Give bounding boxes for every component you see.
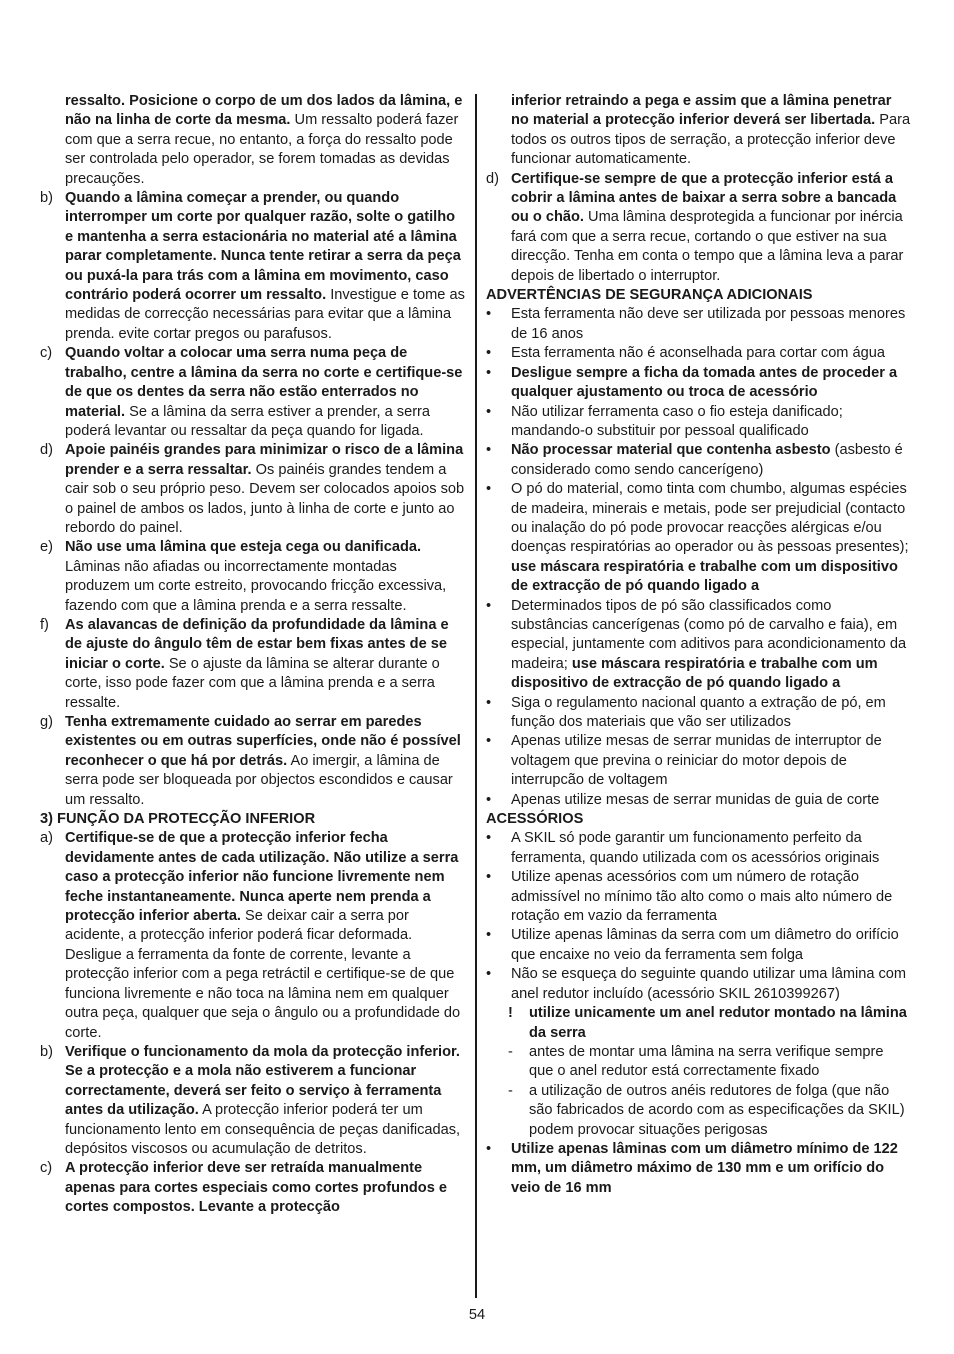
bold-text: Certifique-se de que a protecção inferior fecha devidamente antes de cada utilização. Não utilize a serra caso a protecção inferior não funcione livremente nem feche instantaneamente. Nunca aperte nem prenda a protecção inferior aberta. [65, 830, 459, 925]
body-text: Apenas utilize mesas de serrar munidas de interruptor de voltagem que previna o reiniciar do motor depois de interrupcão de voltagem [511, 733, 882, 789]
column-divider [475, 94, 477, 1298]
list-item [40, 189, 465, 344]
list-item [40, 1043, 465, 1159]
bold-text: utilize unicamente um anel redutor montado na lâmina da serra [529, 1005, 907, 1041]
list-item [40, 538, 465, 616]
list-marker: • [486, 869, 492, 886]
list-marker: g) [40, 714, 53, 730]
list-item [486, 441, 911, 480]
list-item [486, 170, 911, 286]
list-marker: • [486, 694, 492, 711]
body-text: Determinados tipos de pó são classificados como substâncias cancerígenas (como pó de carvalho e faia), em especial, juntamente com aditivos para acondicionamento da madeira; [511, 597, 907, 672]
list-marker: c) [40, 345, 53, 362]
body-text: Investigue e tome as medidas de correcção necessárias para evitar que a lâmina prenda. evite cortar pregos ou parafusos. [65, 287, 465, 342]
list-marker: d) [40, 442, 53, 459]
list-item [40, 713, 465, 810]
bold-text: use máscara respiratória e trabalhe com um dispositivo de extracção de pó quando ligado a [511, 655, 878, 692]
body-text: Não se esqueça do seguinte quando utilizar uma lâmina com anel redutor incluído (acessório SKIL 2610399267) [511, 966, 907, 1002]
list-marker: • [486, 364, 492, 381]
sub-list-item [486, 1043, 911, 1082]
body-text: A protecção inferior poderá ter um funcionamento lento em consequência de peças danificadas, depósitos viscosos ou acumulação de detritos. [65, 1102, 461, 1157]
bold-text: Verifique o funcionamento da mola da protecção inferior. Se a protecção e a mola não estiverem a funcionar correctamente, deverá ser feito o serviço à ferramenta antes da utilização. [65, 1043, 460, 1119]
bold-text: Tenha extremamente cuidado ao serrar em paredes existentes ou em outras superfícies, onde não é possível reconhecer o que há por detrás. [65, 714, 461, 769]
sub-list-item [486, 1004, 911, 1043]
body-text: Um ressalto poderá fazer com que a serra recue, no entanto, a força do ressalto pode ser controlada pelo operador, se forem tomadas as devidas precauções. [65, 112, 459, 187]
paragraph [486, 92, 911, 170]
bold-text: 3) FUNÇÃO DA PROTECÇÃO INFERIOR [40, 811, 316, 828]
bold-text: Desligue sempre a ficha da tomada antes de proceder a qualquer ajustamento ou troca de acessório [511, 364, 898, 401]
body-text: O pó do material, como tinta com chumbo, algumas espécies de madeira, minerais e metais, pode ser prejudicial (contacto ou inalação do pó pode provocar reacções alérgicas e/ou doenças respiratórias ao operador ou às pessoas presentes); [511, 481, 909, 556]
bold-text: Utilize apenas lâminas com um diâmetro mínimo de 122 mm, um diâmetro máximo de 130 mm e um orifício do veio de 16 mm [511, 1140, 898, 1196]
sub-list-item [486, 1082, 911, 1140]
body-text: Utilize apenas lâminas da serra com um diâmetro do orifício que encaixe no veio da ferramenta sem folga [511, 927, 899, 963]
bold-text: use máscara respiratória e trabalhe com um dispositivo de extracção de pó quando ligado a [511, 558, 898, 595]
left-column [40, 92, 465, 1218]
list-marker: - [508, 1043, 513, 1060]
list-marker: b) [40, 1043, 53, 1060]
list-marker: • [486, 1140, 492, 1157]
list-marker: • [486, 733, 492, 750]
list-item [486, 403, 911, 442]
body-text: Utilize apenas acessórios com um número de rotação admissível no mínimo tão alto como o mais alto número de rotação em vazio da ferramenta [511, 869, 893, 925]
list-item [486, 364, 911, 403]
list-item [486, 732, 911, 790]
list-marker: • [486, 306, 492, 323]
list-item [486, 1140, 911, 1198]
list-item [486, 480, 911, 596]
body-text: Os painéis grandes tendem a cair sob o seu próprio peso. Devem ser colocados apoios sob o painel de ambos os lados, junto à linha de corte e junto ao rebordo do painel. [65, 461, 465, 536]
bold-text: Não use uma lâmina que esteja cega ou danificada. [65, 539, 422, 556]
body-text: antes de montar uma lâmina na serra verifique sempre que o anel redutor está correctamente fixado [529, 1043, 884, 1080]
bold-text: inferior retraindo a pega e assim que a lâmina penetrar no material a protecção inferior deverá ser libertada. [511, 93, 892, 129]
list-item [486, 965, 911, 1004]
list-item [40, 441, 465, 538]
list-item [486, 868, 911, 926]
section-heading [40, 810, 465, 829]
paragraph [40, 92, 465, 189]
bold-text: Quando a lâmina começar a prender, ou quando interromper um corte por qualquer razão, solte o gatilho e mantenha a serra estacionária no material até a lâmina parar completamente. Nunca tente retirar a serra da peça ou puxá-la para trás com a lâmina em movimento, caso contrário poderá ocorrer um ressalto. [65, 190, 461, 304]
list-marker: • [486, 442, 492, 459]
body-text: Lâminas não afiadas ou incorrectamente montadas produzem um corte estreito, provocando fricção excessiva, fazendo com que a lâmina prenda e a serra ressalte. [65, 558, 447, 614]
body-text: Siga o regulamento nacional quanto a extração de pó, em função dos materiais que vão ser utilizados [511, 694, 886, 730]
bold-text: ACESSÓRIOS [486, 811, 584, 828]
list-item [40, 1159, 465, 1217]
body-text: Uma lâmina desprotegida a funcionar por inércia fará com que a serra recue, cortando o que estiver na sua direcção. Tenha em conta o tempo que a lâmina leva a parar depois de libertado o interruptor. [511, 209, 904, 284]
section-heading [486, 810, 911, 829]
list-marker: • [486, 345, 492, 362]
body-text: Para todos os outros tipos de serração, a protecção inferior deve funcionar automaticamente. [511, 112, 911, 168]
page-number: 54 [468, 1307, 486, 1323]
list-marker: ! [508, 1005, 513, 1022]
body-text: Se o ajuste da lâmina se alterar durante o corte, isso pode fazer com que a lâmina prenda e a serra ressalte. [65, 655, 440, 711]
body-text: Se deixar cair a serra por acidente, a protecção inferior poderá ficar deformada. Desligue a ferramenta da fonte de corrente, levante a protecção inferior com a pega retráctil e certifique-se de que funciona livremente e não toca na lâmina nem em qualquer outra peça, qualquer que seja o ângulo ou a profundidade do corte. [65, 908, 461, 1041]
body-text: a utilização de outros anéis redutores de folga (que não são fabricados de acordo com as especificações da SKIL) podem provocar situações perigosas [529, 1082, 905, 1138]
list-marker: e) [40, 539, 53, 556]
body-text: Se a lâmina da serra estiver a prender, a serra poderá levantar ou ressaltar da peça quando for ligada. [65, 403, 431, 439]
list-marker: • [486, 597, 492, 614]
list-item [486, 597, 911, 694]
list-item [486, 305, 911, 344]
bold-text: ADVERTÊNCIAS DE SEGURANÇA ADICIONAIS [486, 287, 813, 304]
list-item [40, 616, 465, 713]
body-text: Esta ferramenta não deve ser utilizada por pessoas menores de 16 anos [511, 306, 906, 342]
list-item [486, 829, 911, 868]
list-marker: c) [40, 1160, 53, 1177]
bold-text: Apoie painéis grandes para minimizar o risco de a lâmina prender e a serra ressaltar. [65, 442, 464, 478]
list-marker: • [486, 830, 492, 847]
body-text: (asbesto é considerado como sendo cancerígeno) [511, 442, 903, 478]
bold-text: As alavancas de definição da profundidade da lâmina e de ajuste do ângulo têm de estar bem fixas antes de se iniciar o corte. [65, 616, 449, 672]
right-column [486, 92, 911, 1198]
bold-text: ressalto. Posicione o corpo de um dos lados da lâmina, e não na linha de corte da mesma. [65, 93, 463, 129]
list-marker: a) [40, 830, 53, 847]
list-marker: f) [40, 616, 49, 633]
list-item [486, 344, 911, 363]
list-item [486, 926, 911, 965]
list-marker: • [486, 481, 492, 498]
list-item [486, 694, 911, 733]
section-heading [486, 286, 911, 305]
body-text: A SKIL só pode garantir um funcionamento perfeito da ferramenta, quando utilizada com os acessórios originais [511, 830, 880, 866]
bold-text: Não processar material que contenha asbesto [511, 442, 831, 459]
list-marker: • [486, 966, 492, 983]
body-text: Esta ferramenta não é aconselhada para cortar com água [511, 345, 885, 362]
list-marker: b) [40, 190, 53, 207]
body-text: Apenas utilize mesas de serrar munidas de guia de corte [511, 791, 880, 808]
bold-text: A protecção inferior deve ser retraída manualmente apenas para cortes especiais como cortes profundos e cortes compostos. Levante a protecção [65, 1160, 448, 1216]
list-marker: d) [486, 170, 499, 187]
list-item [40, 829, 465, 1042]
list-marker: • [486, 791, 492, 808]
body-text: Ao imergir, a lâmina de serra pode ser bloqueada por objectos escondidos e causar um ressalto. [65, 752, 453, 808]
list-item [486, 791, 911, 810]
list-marker: • [486, 927, 492, 944]
list-marker: • [486, 403, 492, 420]
bold-text: Quando voltar a colocar uma serra numa peça de trabalho, centre a lâmina da serra no corte e certifique-se de que os dentes da serra não estão enterrados no material. [65, 345, 463, 420]
body-text: Não utilizar ferramenta caso o fio esteja danificado; mandando-o substituir por pessoal qualificado [511, 403, 843, 439]
list-marker: - [508, 1082, 513, 1099]
bold-text: Certifique-se sempre de que a protecção inferior está a cobrir a lâmina antes de baixar a serra sobre a bancada ou o chão. [511, 170, 897, 226]
list-item [40, 344, 465, 441]
